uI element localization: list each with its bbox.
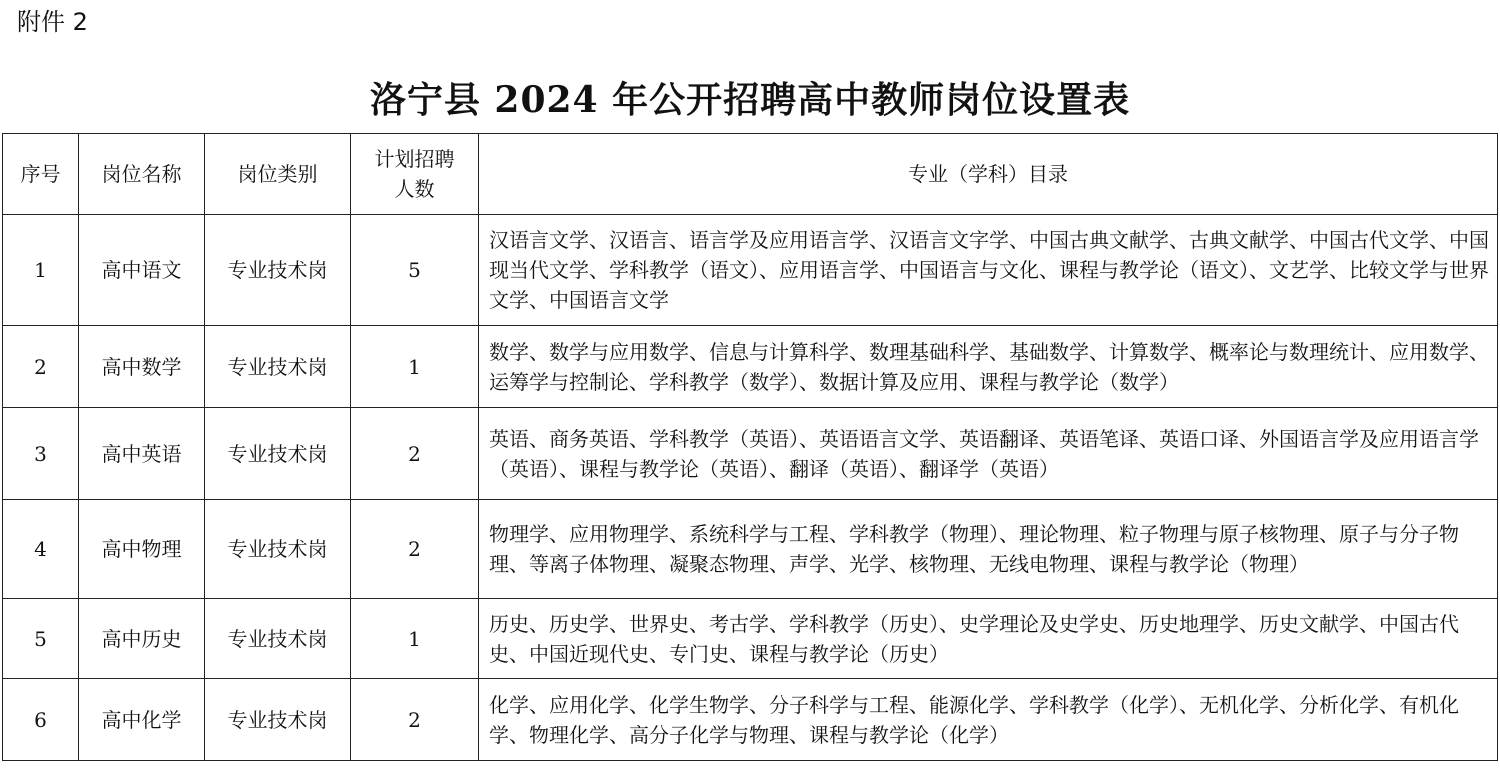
table-row	[3, 408, 1498, 500]
row-post-name: 高中化学	[79, 679, 205, 761]
row-post-name: 高中历史	[79, 599, 205, 679]
row-post-type: 专业技术岗	[205, 215, 351, 326]
row-majors: 英语、商务英语、学科教学（英语）、英语语言文学、英语翻译、英语笔译、英语口译、外国语言学及应用语言学（英语）、课程与教学论（英语）、翻译（英语）、翻译学（英语）	[479, 408, 1498, 500]
header-majors: 专业（学科）目录	[479, 134, 1498, 215]
row-count: 1	[351, 599, 479, 679]
attachment-label: 附件 2	[17, 8, 88, 36]
table-row	[3, 215, 1498, 326]
row-post-name: 高中英语	[79, 408, 205, 500]
row-post-name: 高中数学	[79, 326, 205, 408]
header-planned-count	[351, 134, 479, 215]
table-row	[3, 599, 1498, 679]
post-table	[2, 133, 1498, 761]
row-index: 4	[3, 500, 79, 599]
row-index: 2	[3, 326, 79, 408]
table-row	[3, 679, 1498, 761]
header-index: 序号	[3, 134, 79, 215]
header-post-name: 岗位名称	[79, 134, 205, 215]
row-post-type: 专业技术岗	[205, 408, 351, 500]
row-index: 5	[3, 599, 79, 679]
page-title: 洛宁县 2024 年公开招聘高中教师岗位设置表	[369, 79, 1131, 121]
row-post-type: 专业技术岗	[205, 326, 351, 408]
row-majors: 数学、数学与应用数学、信息与计算科学、数理基础科学、基础数学、计算数学、概率论与数理统计、应用数学、运筹学与控制论、学科教学（数学）、数据计算及应用、课程与教学论（数学）	[479, 326, 1498, 408]
row-post-type: 专业技术岗	[205, 500, 351, 599]
row-majors: 历史、历史学、世界史、考古学、学科教学（历史）、史学理论及史学史、历史地理学、历史文献学、中国古代史、中国近现代史、专门史、课程与教学论（历史）	[479, 599, 1498, 679]
header-planned-count-line2: 人数	[394, 177, 435, 201]
row-index: 1	[3, 215, 79, 326]
row-majors: 化学、应用化学、化学生物学、分子科学与工程、能源化学、学科教学（化学）、无机化学、分析化学、有机化学、物理化学、高分子化学与物理、课程与教学论（化学）	[479, 679, 1498, 761]
table-header-row	[3, 134, 1498, 215]
row-count: 5	[351, 215, 479, 326]
row-majors: 汉语言文学、汉语言、语言学及应用语言学、汉语言文字学、中国古典文献学、古典文献学、中国古代文学、中国现当代文学、学科教学（语文）、应用语言学、中国语言与文化、课程与教学论（语文）、文艺学、比较文学与世界文学、中国语言文学	[479, 215, 1498, 326]
header-post-type: 岗位类别	[205, 134, 351, 215]
table-row	[3, 500, 1498, 599]
row-majors: 物理学、应用物理学、系统科学与工程、学科教学（物理）、理论物理、粒子物理与原子核物理、原子与分子物理、等离子体物理、凝聚态物理、声学、光学、核物理、无线电物理、课程与教学论（物理）	[479, 500, 1498, 599]
row-post-type: 专业技术岗	[205, 599, 351, 679]
row-post-type: 专业技术岗	[205, 679, 351, 761]
row-post-name: 高中物理	[79, 500, 205, 599]
header-planned-count-line1: 计划招聘	[374, 147, 455, 171]
row-count: 2	[351, 500, 479, 599]
row-count: 2	[351, 679, 479, 761]
row-index: 3	[3, 408, 79, 500]
row-count: 2	[351, 408, 479, 500]
row-index: 6	[3, 679, 79, 761]
row-count: 1	[351, 326, 479, 408]
row-post-name: 高中语文	[79, 215, 205, 326]
table-row	[3, 326, 1498, 408]
